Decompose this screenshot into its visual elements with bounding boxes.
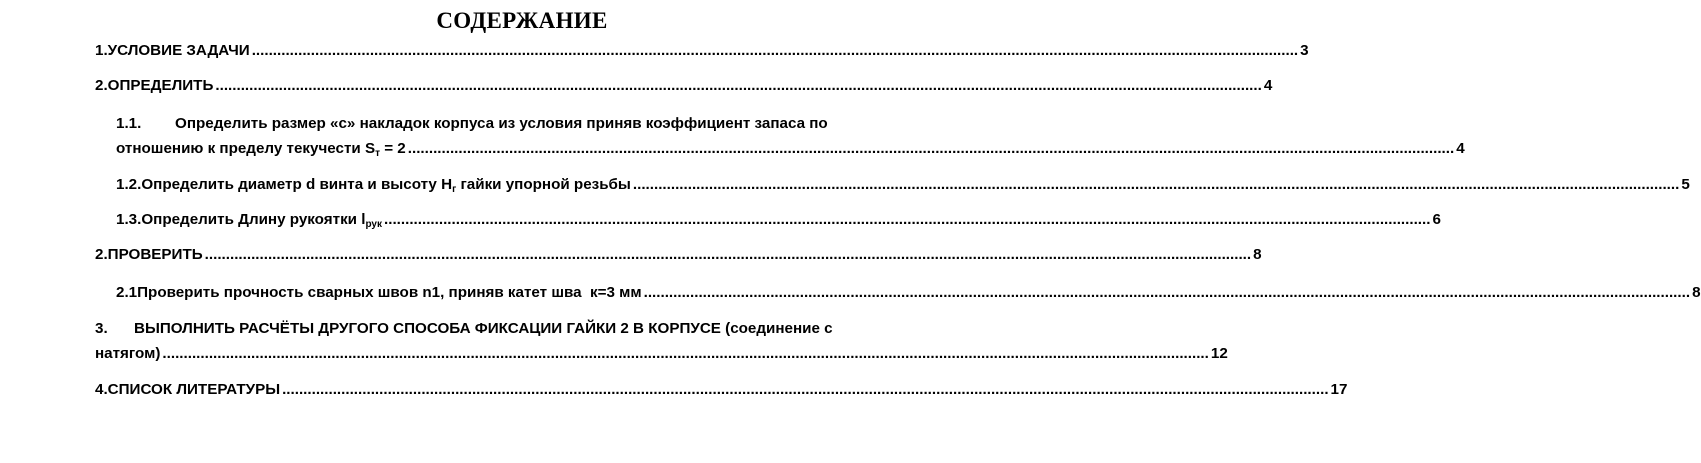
toc-title: СОДЕРЖАНИЕ [436,8,608,33]
toc-entry-1-1-line2[interactable] [116,140,1465,159]
toc-entry-1-1-line1[interactable] [116,115,956,133]
toc-leader-dots: ........................................................................................................................................................................................................................................................ [204,246,1252,263]
toc-entry-1[interactable] [95,42,1309,60]
toc-page-number: 5 [1681,176,1690,193]
toc-entry-number: 1.3. [116,211,142,228]
toc-entry-text: ПРОВЕРИТЬ [107,246,203,263]
toc-entry-number: 1.2. [116,176,142,193]
toc-entry-text: Определить Длину рукоятки $l_{рук}$ [141,211,382,230]
toc-entry-text: УСЛОВИЕ ЗАДАЧИ [107,42,250,59]
toc-entry-number: 1.1. [116,115,142,132]
toc-page-number: 3 [1300,42,1309,59]
toc-leader-dots: ........................................................................................................................................................................................................................................................ [162,345,1209,362]
toc-entry-number: 2.1 [116,284,138,301]
toc-entry-number: 3. [95,320,108,337]
toc-entry-text-cont: натягом) [95,345,161,362]
toc-page-number: 4 [1263,77,1273,94]
toc-leader-dots: ........................................................................................................................................................................................................................................................ [215,77,1262,94]
toc-entry-2-1[interactable] [116,284,1701,302]
toc-entry-text: Проверить прочность сварных швов n1, приняв катет шва к=3 мм [137,284,642,301]
toc-entry-text: СПИСОК ЛИТЕРАТУРЫ [107,381,281,398]
toc-entry-3-line2[interactable] [95,345,1228,363]
toc-leader-dots: ........................................................................................................................................................................................................................................................ [251,42,1299,59]
toc-entry-text: Определить размер «с» накладок корпуса из условия приняв коэффициент запаса по [175,115,828,132]
toc-leader-dots: ........................................................................................................................................................................................................................................................ [407,140,1455,157]
toc-page-number: 17 [1330,381,1348,398]
toc-entry-4[interactable] [95,381,1348,399]
toc-entry-number: 2. [95,246,108,263]
toc-leader-dots: ........................................................................................................................................................................................................................................................ [384,211,1431,228]
toc-entry-number: 4. [95,381,108,398]
toc-entry-text: Определить диаметр d винта и высоту $H_г$ гайки упорной резьбы [141,176,631,195]
toc-leader-dots: ........................................................................................................................................................................................................................................................ [643,284,1691,301]
toc-page-number: 4 [1456,140,1465,157]
toc-leader-dots: ........................................................................................................................................................................................................................................................ [632,176,1680,193]
toc-entry-1-2[interactable] [116,176,1690,195]
toc-entry-text: ОПРЕДЕЛИТЬ [107,77,214,94]
toc-entry-text: ВЫПОЛНИТЬ РАСЧЁТЫ ДРУГОГО СПОСОБА ФИКСАЦИИ ГАЙКИ 2 В КОРПУСЕ (соединение с [134,320,833,337]
toc-entry-3-line1[interactable] [95,320,975,338]
toc-entry-2[interactable] [95,77,1273,95]
toc-entry-1-3[interactable] [116,211,1441,230]
toc-entry-text-cont: отношению к пределу текучести $S_т = 2$ [116,140,406,159]
toc-page-number: 6 [1432,211,1441,228]
toc-page-number: 8 [1253,246,1262,263]
toc-entry-2-check[interactable] [95,246,1262,264]
toc-page-number: 12 [1210,345,1228,362]
toc-entry-number: 2. [95,77,108,94]
toc-page-number: 8 [1692,284,1701,301]
toc-leader-dots: ........................................................................................................................................................................................................................................................ [282,381,1329,398]
toc-entry-number: 1. [95,42,108,59]
